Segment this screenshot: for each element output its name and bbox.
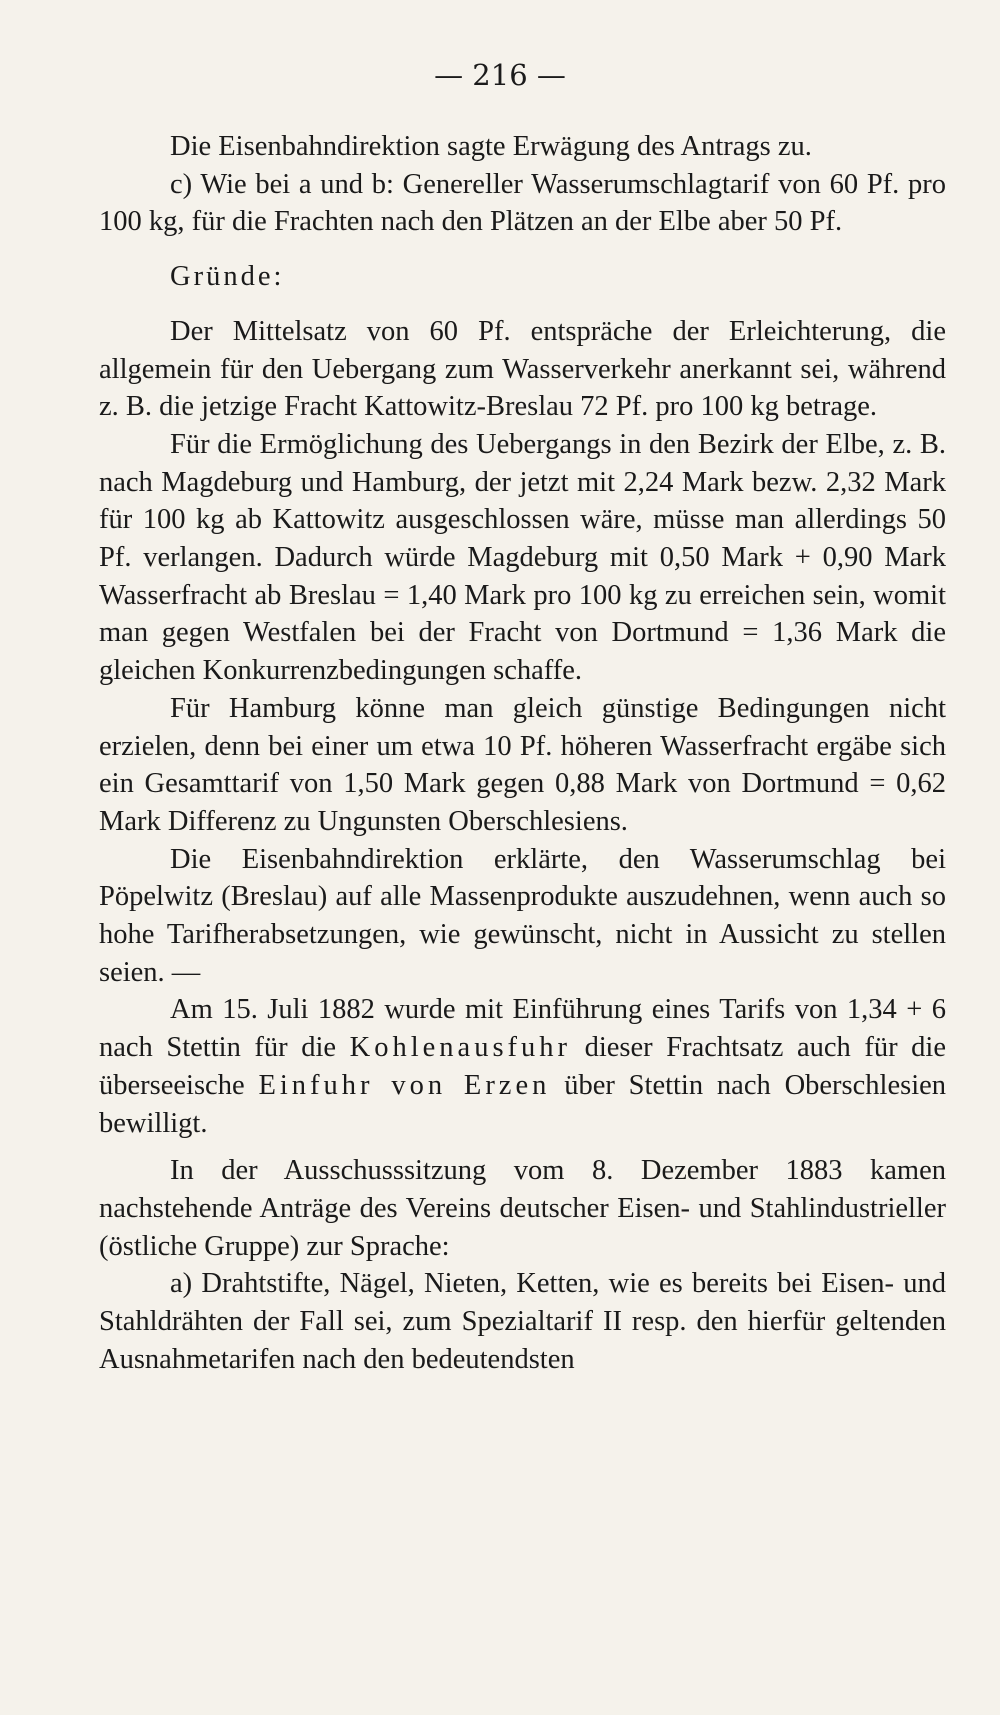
paragraph-juli-1882: [99, 991, 946, 1142]
body-text: [99, 128, 946, 1379]
heading-gruende: Gründe:: [170, 261, 285, 293]
paragraph-elbe: Für die Ermöglichung des Uebergangs in den Bezirk der Elbe, z. B. nach Magdeburg und Hamburg, der jetzt mit 2,24 Mark bezw. 2,32 Mark für 100 kg ab Kattowitz ausgeschlossen wäre, müsse man allerdings 50 Pf. verlangen. Dadurch würde Magdeburg mit 0,50 Mark + 0,90 Mark Wasserfracht ab Breslau = 1,40 Mark pro 100 kg zu erreichen sein, womit man gegen Westfalen bei der Fracht von Dortmund = 1,36 Mark die gleichen Konkurrenzbedingungen schaffe.: [99, 428, 946, 687]
paragraph-antrag-a: a) Drahtstifte, Nägel, Nieten, Ketten, wie es bereits bei Eisen- und Stahldrähten der Fall sei, zum Spezialtarif II resp. den hierfür geltenden Ausnahmetarifen nach den bedeutendsten: [99, 1268, 946, 1375]
spacer: [99, 296, 946, 313]
paragraph-mittelsatz: Der Mittelsatz von 60 Pf. entspräche der Erleichterung, die allgemein für den Uebergang zum Wasserverkehr anerkannt sei, während z. B. die jetzige Fracht Kattowitz-Breslau 72 Pf. pro 100 kg betrage.: [99, 315, 946, 423]
emphasis-kohlenausfuhr: Kohlenausfuhr: [349, 1032, 572, 1064]
paragraph-eisenbahndirektion: Die Eisenbahndirektion sagte Erwägung des Antrags zu.: [170, 131, 812, 162]
paragraph-hamburg: Für Hamburg könne man gleich günstige Bedingungen nicht erzielen, denn bei einer um etwa 10 Pf. höheren Wasserfracht ergäbe sich ein Gesamttarif von 1,50 Mark gegen 0,88 Mark von Dortmund = 0,62 Mark Differenz zu Ungunsten Oberschlesiens.: [99, 692, 946, 837]
emphasis-einfuhr-erzen: Einfuhr von Erzen: [258, 1069, 551, 1101]
paragraph-ausschusssitzung: In der Ausschusssitzung vom 8. Dezember 1883 kamen nachstehende Anträge des Vereins deutscher Eisen- und Stahlindustrieller (östliche Gruppe) zur Sprache:: [99, 1155, 946, 1262]
spacer: [99, 1142, 946, 1152]
paragraph-juli-1882-part2: dieser Frachtsatz auch für die überseeische: [99, 1032, 946, 1101]
spacer: [99, 241, 946, 258]
paragraph-antrag-c: c) Wie bei a und b: Genereller Wasserumschlagtarif von 60 Pf. pro 100 kg, für die Frachten nach den Plätzen an der Elbe aber 50 Pf.: [99, 168, 946, 238]
paragraph-poepelwitz: Die Eisenbahndirektion erklärte, den Wasserumschlag bei Pöpelwitz (Breslau) auf alle Massenprodukte auszudehnen, wenn auch so hohe Tarifherabsetzungen, wie gewünscht, nicht in Aussicht zu stellen seien. —: [99, 843, 946, 988]
page-number: — 216 —: [434, 58, 566, 92]
paragraph-juli-1882-part3: über Stettin nach Oberschlesien bewilligt.: [99, 1069, 947, 1139]
paragraph-juli-1882-part1: Am 15. Juli 1882 wurde mit Einführung eines Tarifs von 1,34 + 6 nach Stettin für die: [99, 994, 946, 1064]
